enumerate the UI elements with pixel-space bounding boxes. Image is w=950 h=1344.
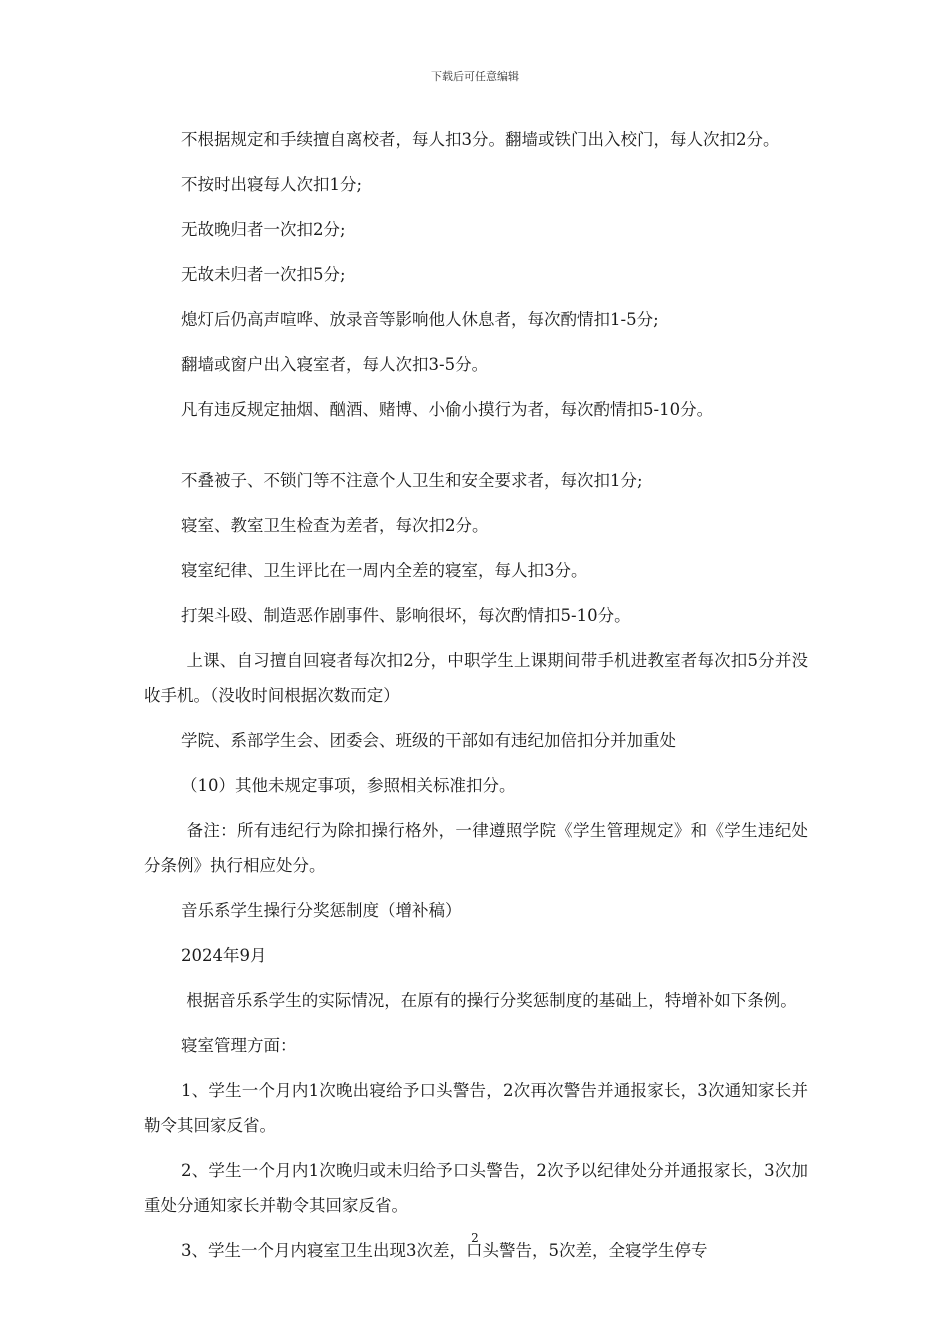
paragraph: 不根据规定和手续擅自离校者，每人扣3分。翻墙或铁门出入校门，每人次扣2分。 [181,130,780,149]
paragraph: 根据音乐系学生的实际情况，在原有的操行分奖惩制度的基础上，特增补如下条例。 [181,991,797,1010]
paragraph: 寝室、教室卫生检查为差者，每次扣2分。 [181,516,489,535]
paragraph: （10）其他未规定事项，参照相关标准扣分。 [181,776,516,795]
list-item: 3、学生一个月内寝室卫生出现3次差，口头警告，5次差，全寝学生停专 [181,1241,708,1260]
document-body [144,122,808,1268]
paragraph: 寝室纪律、卫生评比在一周内全差的寝室，每人扣3分。 [181,561,588,580]
page-header: 下载后可任意编辑 [431,70,519,83]
list-item: 2、学生一个月内1次晚归或未归给予口头警告，2次予以纪律处分并通报家长，3次加重处分通知家长并勒令其回家反省。 [144,1161,808,1215]
section-title: 音乐系学生操行分奖惩制度（增补稿） [181,901,462,920]
paragraph: 无故晚归者一次扣2分; [181,220,346,239]
page-number: 2 [471,1231,479,1245]
date-line: 2024年9月 [181,946,267,965]
paragraph: 上课、自习擅自回寝者每次扣2分，中职学生上课期间带手机进教室者每次扣5分并没收手机。（没收时间根据次数而定） [144,651,809,705]
paragraph: 翻墙或窗户出入寝室者，每人次扣3-5分。 [181,355,489,374]
subsection-title: 寝室管理方面： [181,1036,297,1055]
paragraph: 熄灯后仍高声喧哗、放录音等影响他人休息者，每次酌情扣1-5分; [181,310,659,329]
paragraph: 学院、系部学生会、团委会、班级的干部如有违纪加倍扣分并加重处 [181,731,676,750]
list-item: 1、学生一个月内1次晚出寝给予口头警告，2次再次警告并通报家长，3次通知家长并勒令其回家反省。 [144,1081,808,1135]
paragraph: 不叠被子、不锁门等不注意个人卫生和安全要求者，每次扣1分; [181,471,643,490]
paragraph: 凡有违反规定抽烟、酗酒、赌博、小偷小摸行为者，每次酌情扣5-10分。 [181,400,714,419]
paragraph: 备注：所有违纪行为除扣操行格外，一律遵照学院《学生管理规定》和《学生违纪处分条例》执行相应处分。 [144,821,809,875]
paragraph: 不按时出寝每人次扣1分; [181,175,363,194]
paragraph: 打架斗殴、制造恶作剧事件、影响很坏，每次酌情扣5-10分。 [181,606,631,625]
paragraph: 无故未归者一次扣5分; [181,265,346,284]
